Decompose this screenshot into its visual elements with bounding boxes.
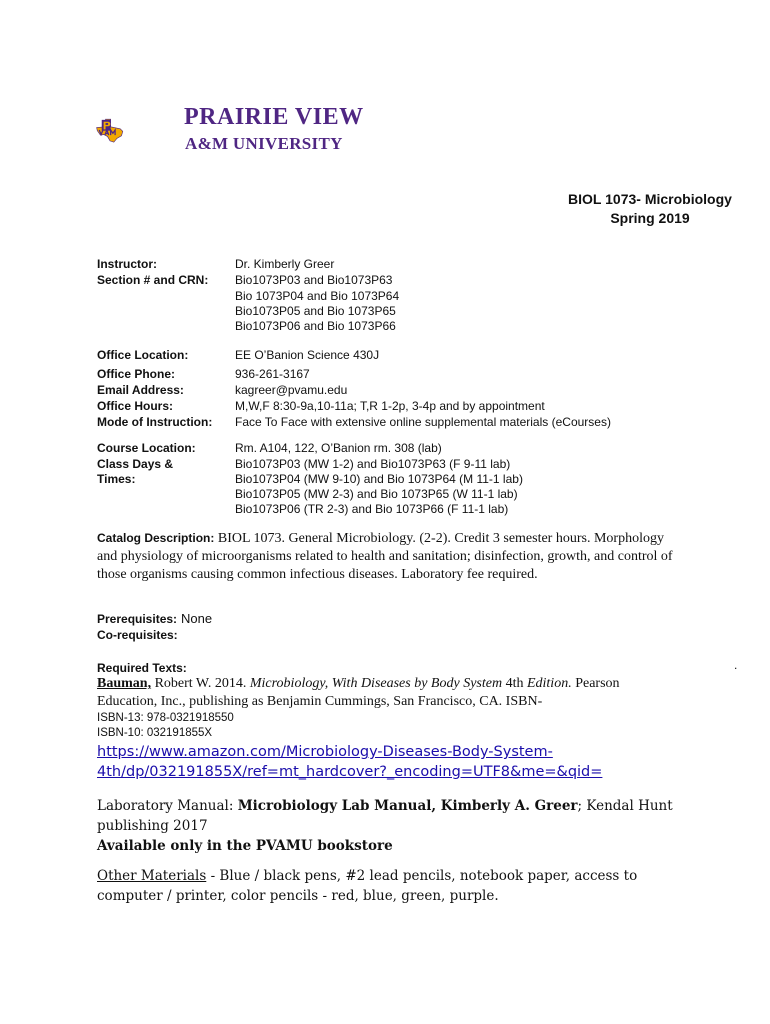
class-time-line: Bio1073P06 (TR 2-3) and Bio 1073P66 (F 11-1 lab) xyxy=(235,502,509,516)
textbook-edition: 4th xyxy=(502,676,527,691)
course-location-value: Rm. A104, 122, O’Banion rm. 308 (lab) xyxy=(235,441,442,455)
prerequisites-label: Prerequisites: xyxy=(97,612,178,626)
lab-manual-year: publishing 2017 xyxy=(97,818,208,834)
textbook-edition-word: Edition. xyxy=(526,676,572,691)
mode-value: Face To Face with extensive online supplemental materials (eCourses) xyxy=(235,415,611,429)
textbook-title: Microbiology, With Diseases by Body System xyxy=(249,676,503,691)
textbook-author: Bauman, xyxy=(97,676,152,691)
corequisites-label: Co-requisites: xyxy=(97,628,178,642)
class-time-line: Bio1073P04 (MW 9-10) and Bio 1073P64 (M 11-1 lab) xyxy=(235,472,523,486)
textbook-publisher: Pearson xyxy=(571,676,620,691)
email-value[interactable]: kagreer@pvamu.edu xyxy=(235,383,348,397)
isbn-10: ISBN-10: 032191855X xyxy=(97,727,213,739)
lab-manual-availability: Available only in the PVAMU bookstore xyxy=(97,838,393,854)
office-hours-value: M,W,F 8:30-9a,10-11a; T,R 1-2p, 3-4p and by appointment xyxy=(235,399,545,413)
instructor-value: Dr. Kimberly Greer xyxy=(235,257,335,271)
section-label: Section # and CRN: xyxy=(97,273,209,287)
logo-university-name: PRAIRIE VIEW xyxy=(184,104,364,130)
catalog-line: and physiology of microorganisms related to health and sanitation; disinfection, growth, and control of xyxy=(97,549,673,564)
logo-university-subname: A&M UNIVERSITY xyxy=(185,134,343,153)
textbook-link[interactable] xyxy=(97,742,602,782)
isbn-13: ISBN-13: 978-0321918550 xyxy=(97,712,234,724)
office-location-label: Office Location: xyxy=(97,348,189,362)
textbook-link-line[interactable]: 4th/dp/032191855X/ref=mt_hardcover?_encoding=UTF8&me=&qid= xyxy=(97,764,603,780)
mode-label: Mode of Instruction: xyxy=(97,415,213,429)
other-materials-text: computer / printer, color pencils - red, blue, green, purple. xyxy=(97,888,499,904)
class-time-line: Bio1073P05 (MW 2-3) and Bio 1073P65 (W 11-1 lab) xyxy=(235,487,518,501)
class-times-label: Times: xyxy=(97,472,136,486)
catalog-line: those organisms causing common infectious diseases. Laboratory fee required. xyxy=(97,567,538,582)
other-materials-label: Other Materials xyxy=(97,868,207,884)
course-location-label: Course Location: xyxy=(97,441,196,455)
section-line: Bio1073P06 and Bio 1073P66 xyxy=(235,319,396,333)
lab-manual-prefix: Laboratory Manual: xyxy=(97,798,238,814)
university-logo xyxy=(96,92,182,170)
textbook-publisher-line: Education, Inc., publishing as Benjamin Cummings, San Francisco, CA. ISBN- xyxy=(97,694,543,709)
lab-manual-title: Microbiology Lab Manual, Kimberly A. Greer xyxy=(237,798,578,814)
catalog-description xyxy=(97,530,727,584)
catalog-label: Catalog Description: xyxy=(97,531,215,545)
section-line: Bio1073P05 and Bio 1073P65 xyxy=(235,304,396,318)
course-header xyxy=(560,190,740,228)
office-location-value: EE O’Banion Science 430J xyxy=(235,348,380,362)
office-phone-label: Office Phone: xyxy=(97,367,176,381)
lab-manual-publisher: ; Kendal Hunt xyxy=(577,798,673,814)
textbook-link-line[interactable]: https://www.amazon.com/Microbiology-Diseases-Body-System- xyxy=(97,744,553,760)
other-materials-text: - Blue / black pens, #2 lead pencils, notebook paper, access to xyxy=(206,868,638,884)
stray-dot: . xyxy=(734,658,738,672)
textbook-citation xyxy=(97,675,620,711)
class-time-line: Bio1073P03 (MW 1-2) and Bio1073P63 (F 9-11 lab) xyxy=(235,457,511,471)
office-hours-label: Office Hours: xyxy=(97,399,174,413)
office-phone-value: 936-261-3167 xyxy=(235,367,310,381)
class-days-label: Class Days & xyxy=(97,457,174,471)
prerequisites-value: None xyxy=(181,611,213,626)
instructor-label: Instructor: xyxy=(97,257,157,271)
textbook-year: Robert W. 2014. xyxy=(151,676,250,691)
prerequisites xyxy=(97,610,212,628)
section-line: Bio 1073P04 and Bio 1073P64 xyxy=(235,289,400,303)
section-line: Bio1073P03 and Bio1073P63 xyxy=(235,273,393,287)
email-label: Email Address: xyxy=(97,383,184,397)
course-term: Spring 2019 xyxy=(610,210,690,226)
other-materials xyxy=(97,866,637,906)
lab-manual xyxy=(97,796,673,856)
catalog-line: BIOL 1073. General Microbiology. (2-2). Credit 3 semester hours. Morphology xyxy=(217,531,664,546)
course-title: BIOL 1073- Microbiology xyxy=(568,191,732,207)
required-texts-label: Required Texts: xyxy=(97,661,187,675)
